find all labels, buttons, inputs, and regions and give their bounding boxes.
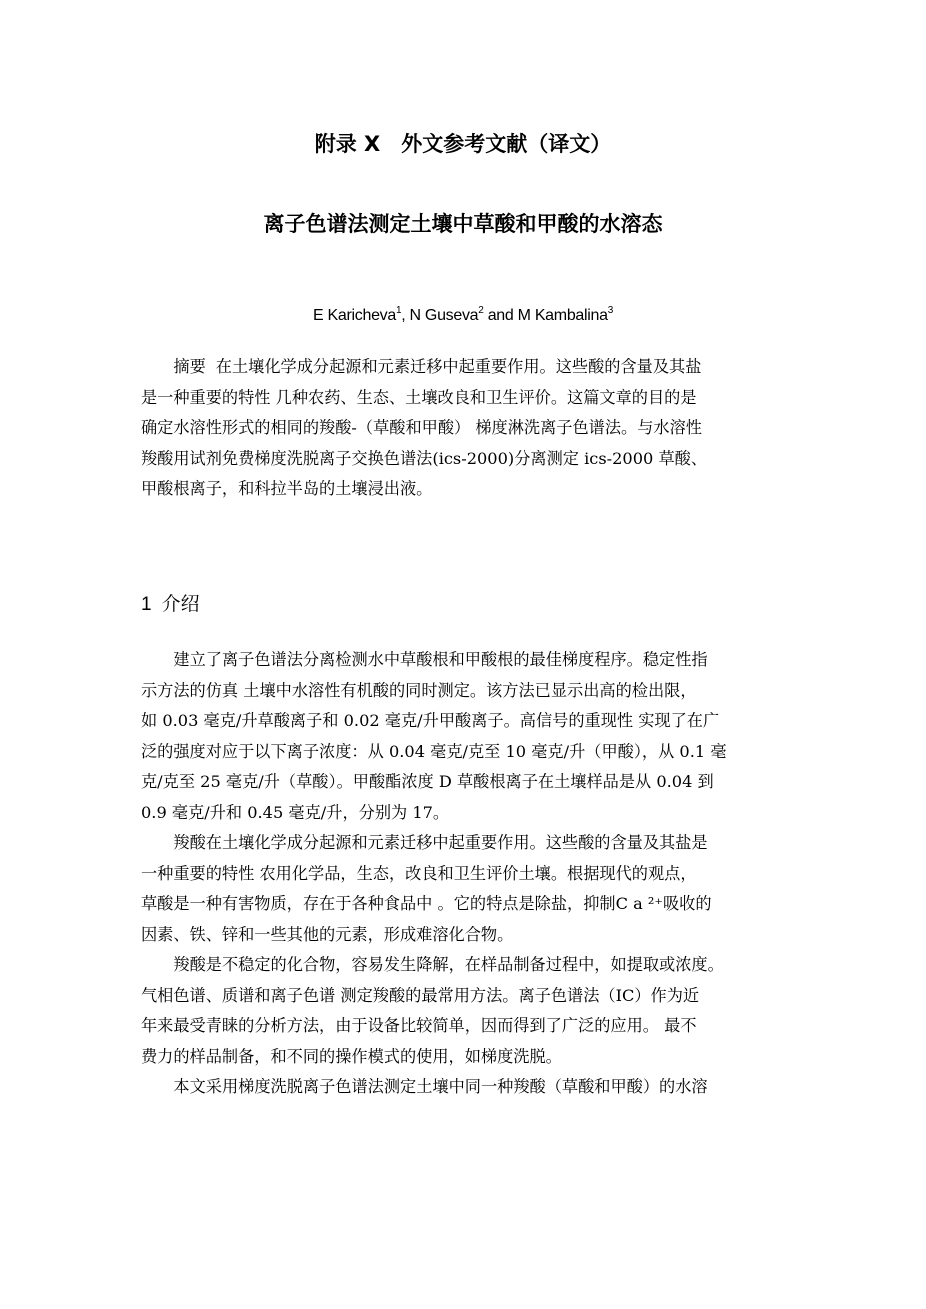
- body-text: [141, 645, 787, 1103]
- text-line: 羧酸在土壤化学成分起源和元素迁移中起重要作用。这些酸的含量及其盐是: [173, 833, 708, 852]
- text-line: 因素、铁、锌和一些其他的元素，形成难溶化合物。: [141, 924, 514, 944]
- text-line: 年来最受青睐的分析方法，由于设备比较简单，因而得到了广泛的应用。 最不: [141, 1016, 697, 1035]
- body-paragraph: [141, 828, 787, 950]
- author-affiliation: 1: [395, 305, 402, 316]
- text-line: 一种重要的特性 农用化学品，生态，改良和卫生评价土壤。根据现代的观点，: [141, 863, 697, 883]
- text-line: 羧酸是不稳定的化合物，容易发生降解，在样品制备过程中，如提取或浓度。: [173, 955, 724, 974]
- paper-title: 离子色谱法测定土壤中草酸和甲酸的水溶态: [263, 212, 663, 236]
- section-number: 1: [141, 594, 152, 615]
- abstract-line: 确定水溶性形式的相同的羧酸-（草酸和甲酸） 梯度淋洗离子色谱法。与水溶性: [141, 418, 702, 437]
- text-line: 建立了离子色谱法分离检测水中草酸根和甲酸根的最佳梯度程序。稳定性指: [173, 650, 708, 669]
- author-separator: and: [483, 307, 518, 324]
- text-line: 草酸是一种有害物质，存在于各种食品中 。它的特点是除盐，抑制C a ²⁺吸收的: [141, 894, 712, 913]
- author-affiliation: 2: [478, 305, 484, 316]
- body-paragraph: [141, 645, 787, 828]
- body-paragraph: [141, 950, 787, 1072]
- body-paragraph: [141, 1072, 787, 1103]
- text-line: 本文采用梯度洗脱离子色谱法测定土壤中同一种羧酸（草酸和甲酸）的水溶: [173, 1077, 708, 1096]
- text-line: 如 0.03 毫克/升草酸离子和 0.02 毫克/升甲酸离子。高信号的重现性 实现了在广: [141, 711, 720, 730]
- text-line: 克/克至 25 毫克/升（草酸）。甲酸酯浓度 D 草酸根离子在土壤样品是从 0.04 到: [141, 772, 714, 791]
- abstract-text: 在土壤化学成分起源和元素迁移中起重要作用。这些酸的含量及其盐: [215, 357, 702, 376]
- abstract-paragraph: [141, 352, 787, 505]
- abstract-line: 甲酸根离子，和科拉半岛的土壤浸出液。: [141, 479, 433, 498]
- author-name: N Guseva: [409, 307, 479, 324]
- section-title: 介绍: [161, 593, 200, 615]
- text-line: 示方法的仿真 土壤中水溶性有机酸的同时测定。该方法已显示出高的检出限，: [141, 680, 697, 700]
- abstract: [141, 352, 787, 505]
- abstract-line: 羧酸用试剂免费梯度洗脱离子交换色谱法(ics-2000)分离测定 ics-2000 草酸、: [141, 448, 708, 468]
- author-separator: ,: [401, 307, 410, 324]
- text-line: 费力的样品制备，和不同的操作模式的使用，如梯度洗脱。: [141, 1046, 562, 1066]
- section-heading: [141, 590, 200, 619]
- text-line: 气相色谱、质谱和离子色谱 测定羧酸的最常用方法。离子色谱法（IC）作为近: [141, 985, 700, 1005]
- appendix-heading: 附录 X 外文参考文献（译文）: [314, 132, 612, 156]
- author-name: M Kambalina: [517, 307, 608, 324]
- text-line: 泛的强度对应于以下离子浓度：从 0.04 毫克/克至 10 毫克/升（甲酸），从 0.1 毫: [141, 741, 727, 761]
- author-line: [0, 304, 926, 328]
- text-line: 0.9 毫克/升和 0.45 毫克/升，分别为 17。: [141, 802, 450, 822]
- abstract-line: [141, 352, 787, 383]
- author-name: E Karicheva: [313, 307, 396, 324]
- abstract-line: 是一种重要的特性 几种农药、生态、土壤改良和卫生评价。这篇文章的目的是: [141, 387, 697, 407]
- author-affiliation: 3: [607, 305, 613, 316]
- abstract-label: 摘要: [173, 357, 206, 376]
